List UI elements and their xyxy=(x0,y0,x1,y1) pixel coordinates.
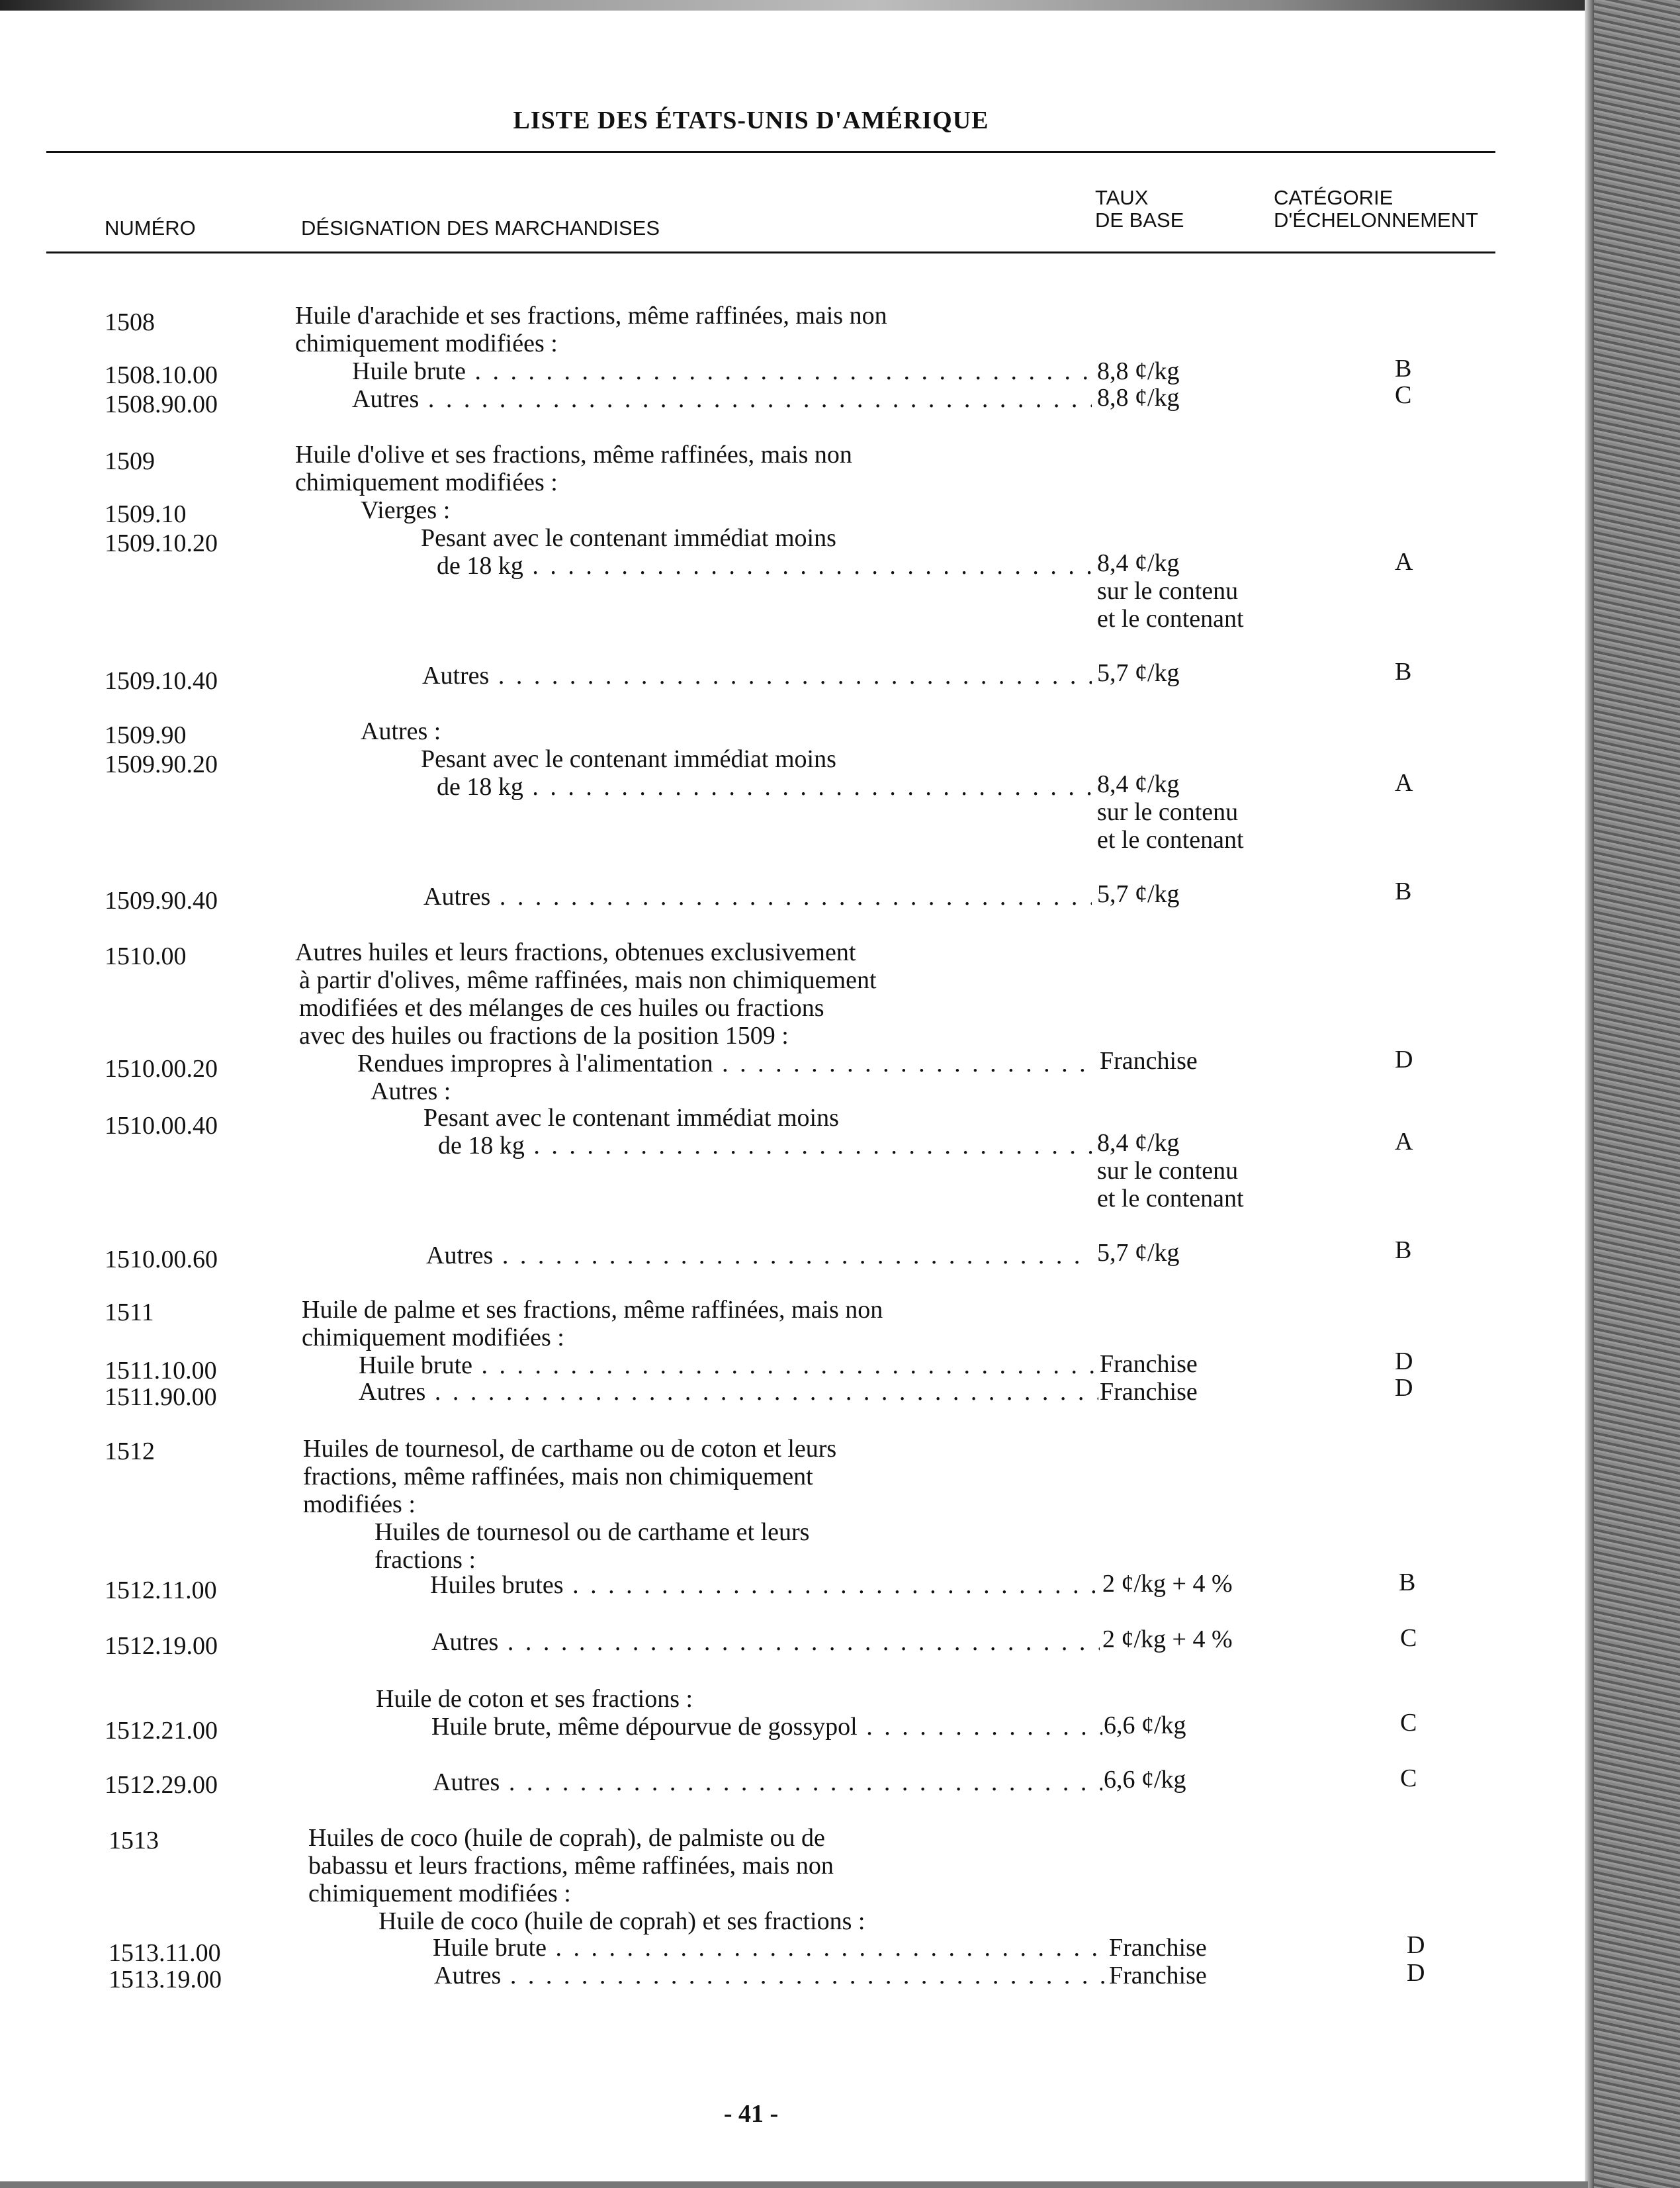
tariff-number: 1513.19.00 xyxy=(109,1966,222,1993)
column-header-categorie-line1: CATÉGORIE xyxy=(1274,186,1393,209)
base-rate: 6,6 ¢/kg xyxy=(1104,1711,1186,1739)
heading-description: chimiquement modifiées : xyxy=(308,1880,571,1907)
base-rate: 6,6 ¢/kg xyxy=(1104,1766,1186,1794)
base-rate: 8,4 ¢/kg xyxy=(1097,1129,1180,1157)
tariff-number: 1512.29.00 xyxy=(105,1771,218,1799)
heading-description: Huiles de coco (huile de coprah), de palmiste ou de xyxy=(308,1824,825,1852)
heading-description: Huile d'arachide et ses fractions, même raffinées, mais non xyxy=(295,302,887,330)
item-description: Huile brute . . . xyxy=(359,1351,1098,1379)
base-rate: Franchise xyxy=(1100,1378,1198,1406)
subheading-description: Vierges : xyxy=(361,496,451,524)
tariff-number: 1510.00.40 xyxy=(105,1112,218,1140)
subheading-description: fractions : xyxy=(375,1546,476,1574)
column-header-categorie-line2: D'ÉCHELONNEMENT xyxy=(1274,208,1479,232)
page-number: - 41 - xyxy=(723,2100,779,2128)
header-top-rule xyxy=(46,151,1495,153)
page-title: LISTE DES ÉTATS-UNIS D'AMÉRIQUE xyxy=(513,107,989,134)
scan-bottom-edge xyxy=(0,2181,1588,2188)
column-header-taux-line1: TAUX xyxy=(1095,186,1149,209)
base-rate: 8,4 ¢/kg xyxy=(1097,770,1180,798)
heading-description: Huiles de tournesol, de carthame ou de coton et leurs xyxy=(303,1435,837,1463)
tariff-number: 1509.10.40 xyxy=(105,667,218,695)
staging-category: A xyxy=(1395,1128,1413,1156)
staging-category: B xyxy=(1395,658,1412,686)
item-description: de 18 kg . . . xyxy=(438,1132,1092,1160)
tariff-number: 1509 xyxy=(105,447,155,475)
staging-category: A xyxy=(1395,548,1413,576)
base-rate-note: sur le contenu xyxy=(1097,1157,1239,1185)
item-description: Huiles brutes . . . xyxy=(430,1571,1100,1599)
base-rate-note: sur le contenu xyxy=(1097,798,1239,826)
staging-category: C xyxy=(1400,1764,1417,1792)
tariff-number: 1509.90.40 xyxy=(105,887,218,915)
heading-description: modifiées : xyxy=(303,1490,416,1518)
subheading-description: Huiles de tournesol ou de carthame et leurs xyxy=(375,1518,810,1546)
tariff-number: 1512.19.00 xyxy=(105,1632,218,1660)
base-rate: 5,7 ¢/kg xyxy=(1097,659,1180,687)
base-rate: 8,8 ¢/kg xyxy=(1097,384,1180,412)
staging-category: D xyxy=(1395,1347,1413,1375)
tariff-number: 1508.10.00 xyxy=(105,361,218,389)
tariff-number: 1511.90.00 xyxy=(105,1383,217,1411)
item-description: de 18 kg . . . xyxy=(437,773,1092,801)
item-description: de 18 kg . . . xyxy=(437,552,1092,580)
staging-category: C xyxy=(1395,381,1412,409)
item-description: Pesant avec le contenant immédiat moins xyxy=(423,1104,839,1132)
heading-description: à partir d'olives, même raffinées, mais non chimiquement xyxy=(299,966,877,994)
staging-category: C xyxy=(1400,1709,1417,1737)
base-rate: Franchise xyxy=(1100,1047,1198,1075)
heading-description: chimiquement modifiées : xyxy=(302,1324,564,1351)
item-description: Autres . . . xyxy=(433,1768,1102,1796)
subheading-description: Huile de coton et ses fractions : xyxy=(376,1685,693,1713)
heading-description: avec des huiles ou fractions de la position 1509 : xyxy=(299,1022,789,1050)
scan-page-edge xyxy=(1585,0,1594,2188)
subheading-description: Autres : xyxy=(371,1077,451,1105)
tariff-number: 1513 xyxy=(109,1827,159,1854)
item-description: Autres . . . xyxy=(352,385,1092,413)
item-description: Autres . . . xyxy=(431,1628,1100,1656)
tariff-number: 1508 xyxy=(105,308,155,336)
heading-description: chimiquement modifiées : xyxy=(295,330,558,357)
base-rate: 2 ¢/kg + 4 % xyxy=(1102,1570,1233,1598)
item-description: Autres . . . xyxy=(422,662,1092,690)
base-rate: Franchise xyxy=(1109,1962,1207,1989)
scan-binding-edge xyxy=(1594,0,1680,2188)
tariff-number: 1512.11.00 xyxy=(105,1576,217,1604)
header-bottom-rule xyxy=(46,251,1495,253)
tariff-number: 1512.21.00 xyxy=(105,1717,218,1745)
subheading-description: Huile de coco (huile de coprah) et ses fractions : xyxy=(378,1907,865,1935)
tariff-number: 1509.90 xyxy=(105,721,187,749)
tariff-number: 1508.90.00 xyxy=(105,390,218,418)
heading-description: fractions, même raffinées, mais non chimiquement xyxy=(303,1463,813,1490)
staging-category: B xyxy=(1395,878,1412,905)
subheading-description: Autres : xyxy=(361,717,441,745)
item-description: Autres . . . xyxy=(434,1962,1106,1989)
base-rate-note: et le contenant xyxy=(1097,605,1244,633)
column-header-designation: DÉSIGNATION DES MARCHANDISES xyxy=(301,216,660,240)
base-rate: 5,7 ¢/kg xyxy=(1097,1239,1180,1267)
tariff-number: 1512 xyxy=(105,1437,155,1465)
heading-description: Autres huiles et leurs fractions, obtenues exclusivement xyxy=(295,938,856,966)
staging-category: B xyxy=(1395,355,1412,383)
base-rate: Franchise xyxy=(1109,1934,1207,1962)
heading-description: Huile de palme et ses fractions, même raffinées, mais non xyxy=(302,1296,883,1324)
heading-description: modifiées et des mélanges de ces huiles ou fractions xyxy=(299,994,824,1022)
tariff-number: 1513.11.00 xyxy=(109,1939,221,1967)
base-rate-note: et le contenant xyxy=(1097,1185,1244,1212)
tariff-number: 1509.10.20 xyxy=(105,529,218,557)
base-rate: 2 ¢/kg + 4 % xyxy=(1102,1625,1233,1653)
staging-category: C xyxy=(1400,1624,1417,1652)
staging-category: D xyxy=(1407,1959,1425,1987)
staging-category: D xyxy=(1407,1931,1425,1959)
base-rate: 5,7 ¢/kg xyxy=(1097,880,1180,908)
tariff-number: 1509.10 xyxy=(105,500,187,528)
item-description: Huile brute . . . xyxy=(352,357,1092,385)
tariff-number: 1511 xyxy=(105,1299,154,1326)
tariff-number: 1510.00.60 xyxy=(105,1246,218,1273)
item-description: Pesant avec le contenant immédiat moins xyxy=(421,524,836,552)
scan-top-edge xyxy=(0,0,1588,11)
base-rate-note: et le contenant xyxy=(1097,826,1244,854)
staging-category: B xyxy=(1399,1569,1416,1596)
item-description: Autres . . . xyxy=(423,883,1092,911)
item-description: Huile brute . . . xyxy=(433,1934,1106,1962)
base-rate-note: sur le contenu xyxy=(1097,577,1239,605)
staging-category: A xyxy=(1395,769,1413,797)
item-description: Autres . . . xyxy=(426,1242,1092,1269)
column-header-taux-line2: DE BASE xyxy=(1095,208,1184,232)
item-description: Huile brute, même dépourvue de gossypol . . . xyxy=(431,1713,1102,1741)
base-rate: Franchise xyxy=(1100,1350,1198,1378)
tariff-number: 1511.10.00 xyxy=(105,1357,217,1385)
staging-category: D xyxy=(1395,1374,1413,1402)
heading-description: babassu et leurs fractions, même raffinées, mais non xyxy=(308,1852,834,1880)
tariff-number: 1509.90.20 xyxy=(105,751,218,778)
base-rate: 8,8 ¢/kg xyxy=(1097,357,1180,385)
item-description: Rendues impropres à l'alimentation . . . xyxy=(357,1050,1094,1077)
base-rate: 8,4 ¢/kg xyxy=(1097,549,1180,577)
heading-description: Huile d'olive et ses fractions, même raffinées, mais non xyxy=(295,441,852,469)
column-header-numero: NUMÉRO xyxy=(105,216,196,240)
tariff-number: 1510.00 xyxy=(105,942,187,970)
tariff-number: 1510.00.20 xyxy=(105,1055,218,1083)
heading-description: chimiquement modifiées : xyxy=(295,469,558,496)
item-description: Autres . . . xyxy=(359,1378,1098,1406)
staging-category: D xyxy=(1395,1046,1413,1073)
staging-category: B xyxy=(1395,1236,1412,1264)
item-description: Pesant avec le contenant immédiat moins xyxy=(421,745,836,773)
